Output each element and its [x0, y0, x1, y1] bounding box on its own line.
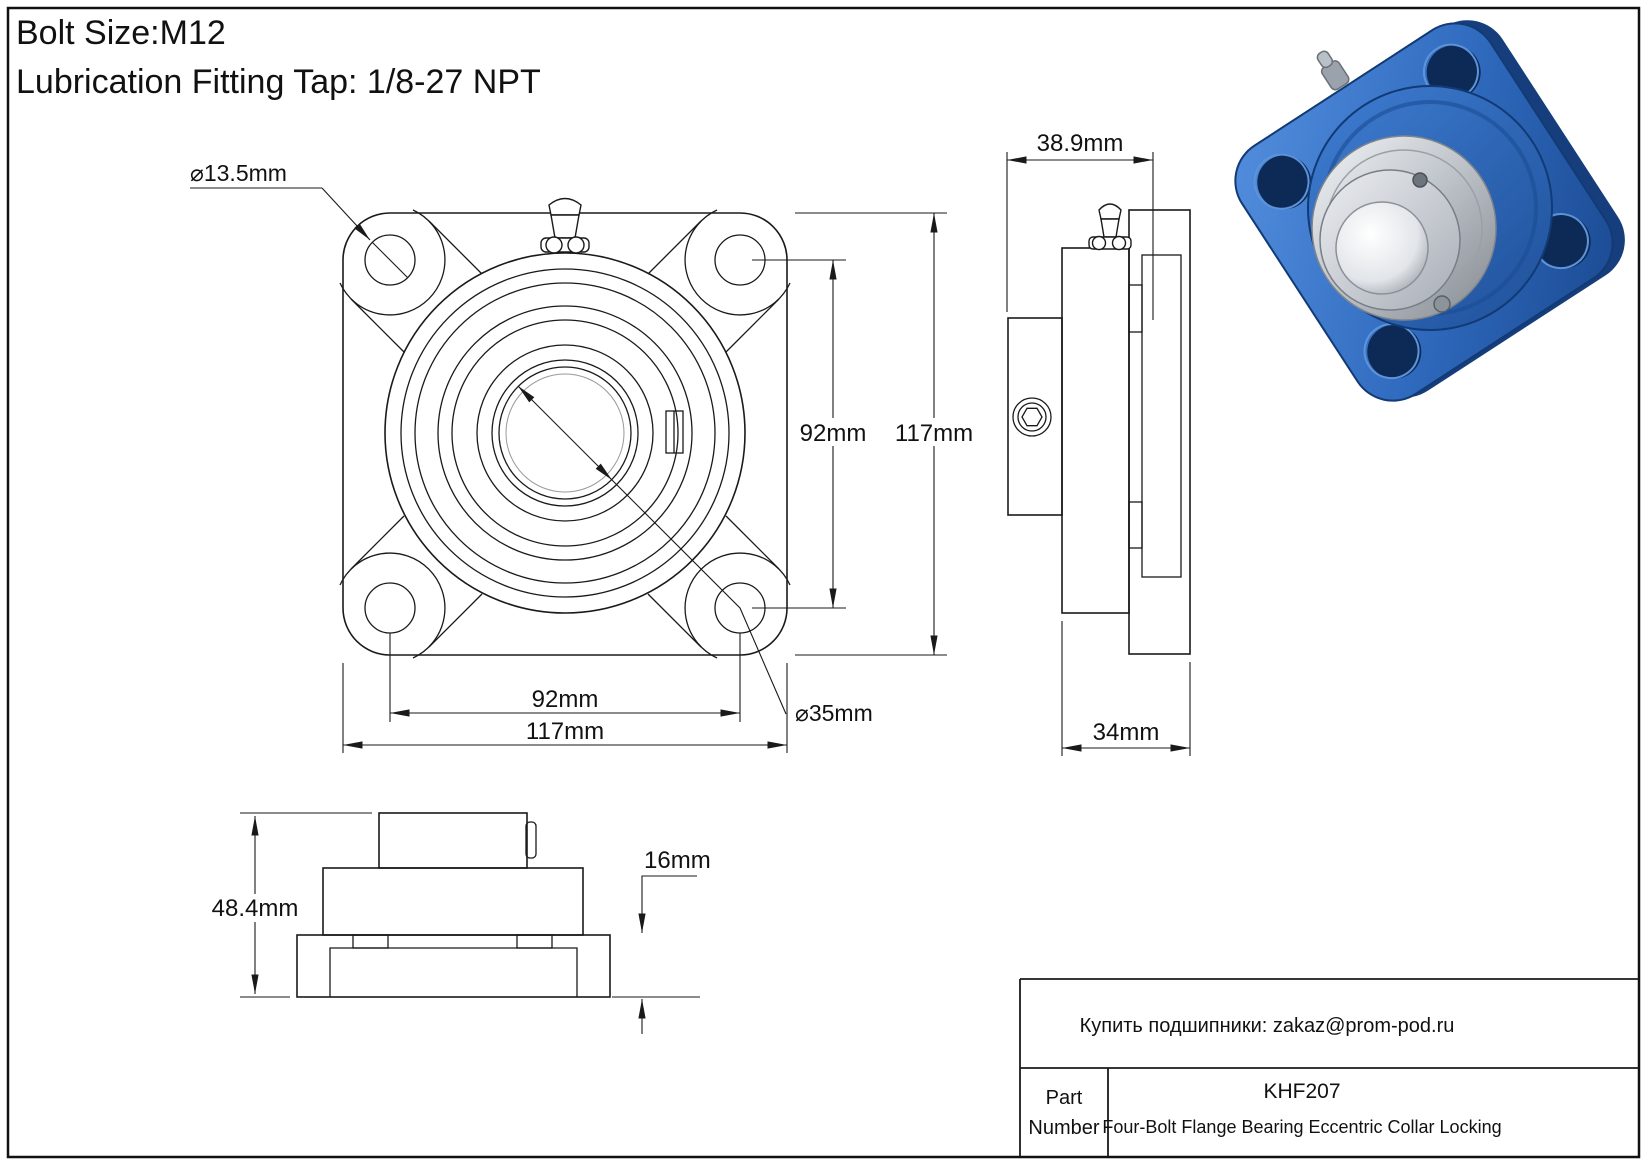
side-total-width-label: 38.9mm — [1036, 130, 1124, 157]
render-set-screw-bottom — [1434, 296, 1450, 312]
part-number-label-line2: Number — [1028, 1117, 1100, 1139]
overall-width-label: 117mm — [525, 718, 605, 745]
lubrication-note: Lubrication Fitting Tap: 1/8-27 NPT — [16, 63, 541, 101]
bore-dia-label: ⌀35mm — [795, 700, 873, 726]
housing-width-label: 34mm — [1092, 719, 1160, 746]
render-set-screw-top — [1413, 173, 1427, 187]
base-to-top-height-label: 48.4mm — [211, 895, 299, 922]
part-number-label-line1: Part — [1045, 1087, 1083, 1109]
bolt-hole-dia-label: ⌀13.5mm — [190, 160, 287, 186]
contact-text: Купить подшипники: zakaz@prom-pod.ru — [1079, 1015, 1455, 1037]
bolt-spacing-vertical-label: 92mm — [799, 420, 867, 447]
bolt-spacing-horizontal-label: 92mm — [531, 686, 599, 713]
bolt-size-note: Bolt Size:M12 — [16, 14, 226, 52]
render-bearing-center — [1308, 86, 1552, 330]
part-description: Four-Bolt Flange Bearing Eccentric Collar Locking — [1102, 1117, 1502, 1137]
flange-thickness-label: 16mm — [644, 847, 711, 874]
part-number-value: KHF207 — [1263, 1080, 1341, 1103]
overall-height-label: 117mm — [894, 420, 974, 447]
